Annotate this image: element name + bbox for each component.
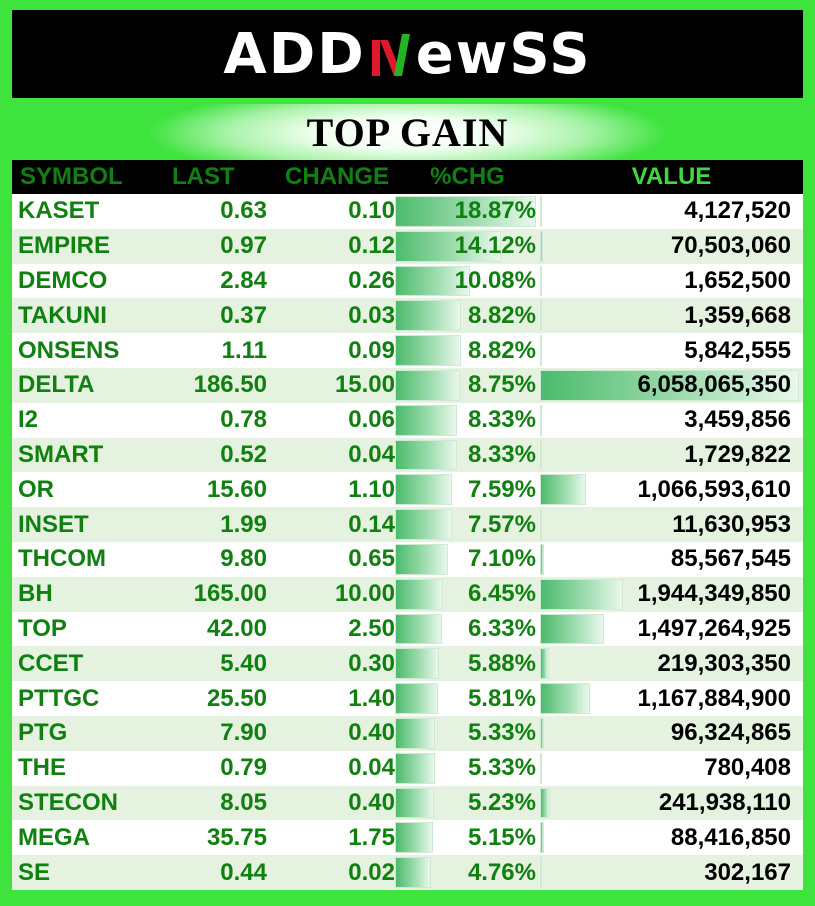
cell-value	[540, 820, 803, 855]
cell-symbol-text: DELTA	[18, 371, 95, 399]
cell-symbol	[12, 194, 152, 229]
cell-pct-text: 8.33%	[467, 440, 536, 468]
cell-pct-text: 5.23%	[467, 788, 536, 816]
value-bar	[540, 509, 542, 540]
cell-change-text: 15.00	[334, 371, 395, 399]
cell-symbol	[12, 542, 152, 577]
value-bar	[540, 753, 542, 784]
cell-change	[267, 264, 395, 299]
pct-bar	[395, 788, 434, 819]
cell-symbol-text: PTG	[18, 719, 68, 747]
pct-bar	[395, 544, 448, 575]
cell-symbol	[12, 646, 152, 681]
value-bar	[540, 474, 586, 505]
cell-value	[540, 264, 803, 299]
col-pct-header: %CHG	[430, 163, 505, 190]
col-value-header: VALUE	[631, 163, 712, 190]
cell-last-text: 8.05	[220, 788, 267, 816]
pct-bar	[395, 370, 460, 401]
cell-pct	[395, 333, 540, 368]
brand-suffix: ewSS	[415, 21, 592, 87]
page-title: TOP GAIN	[306, 109, 509, 155]
cell-symbol	[12, 751, 152, 786]
cell-symbol	[12, 855, 152, 890]
cell-value	[540, 646, 803, 681]
cell-pct	[395, 507, 540, 542]
value-bar	[540, 579, 623, 610]
cell-pct	[395, 472, 540, 507]
cell-value	[540, 577, 803, 612]
cell-symbol-text: DEMCO	[18, 266, 108, 294]
table-row	[12, 786, 803, 821]
pct-bar	[395, 474, 452, 505]
cell-last-text: 0.37	[220, 301, 267, 329]
cell-pct-text: 18.87%	[454, 197, 536, 225]
cell-last	[152, 716, 267, 751]
cell-last	[152, 368, 267, 403]
cell-value-text: 4,127,520	[684, 197, 791, 225]
cell-change-text: 0.14	[348, 510, 395, 538]
cell-symbol	[12, 820, 152, 855]
cell-last	[152, 751, 267, 786]
cell-value-text: 6,058,065,350	[637, 371, 791, 399]
cell-symbol-text: BH	[18, 580, 53, 608]
cell-pct-text: 8.33%	[467, 406, 536, 434]
table-row	[12, 507, 803, 542]
cell-value	[540, 194, 803, 229]
cell-pct	[395, 403, 540, 438]
cell-last-text: 0.52	[220, 440, 267, 468]
cell-value	[540, 229, 803, 264]
title-band	[12, 104, 803, 160]
cell-change-text: 0.40	[348, 788, 395, 816]
table-row	[12, 646, 803, 681]
cell-change	[267, 194, 395, 229]
pct-bar	[395, 648, 439, 679]
cell-symbol	[12, 333, 152, 368]
value-bar	[540, 300, 542, 331]
cell-pct	[395, 751, 540, 786]
brand-prefix: ADD	[223, 21, 366, 87]
value-bar	[540, 857, 542, 888]
cell-pct	[395, 264, 540, 299]
cell-last-text: 5.40	[220, 649, 267, 677]
cell-change	[267, 646, 395, 681]
cell-value	[540, 542, 803, 577]
cell-pct-text: 10.08%	[454, 266, 536, 294]
cell-value	[540, 298, 803, 333]
table-row	[12, 403, 803, 438]
cell-last-text: 0.97	[220, 232, 267, 260]
logo-bar	[12, 10, 803, 98]
cell-pct-text: 5.15%	[467, 823, 536, 851]
cell-value-text: 1,066,593,610	[637, 475, 791, 503]
cell-change-text: 0.30	[348, 649, 395, 677]
value-bar	[540, 196, 542, 227]
cell-value	[540, 438, 803, 473]
value-bar	[540, 405, 542, 436]
cell-last	[152, 229, 267, 264]
cell-change	[267, 438, 395, 473]
table-row	[12, 472, 803, 507]
cell-symbol-text: SE	[18, 858, 51, 886]
cell-last	[152, 612, 267, 647]
cell-change-text: 0.09	[348, 336, 395, 364]
cell-symbol	[12, 472, 152, 507]
cell-symbol-text: ONSENS	[18, 336, 120, 364]
cell-value	[540, 507, 803, 542]
cell-value	[540, 612, 803, 647]
pct-bar	[395, 440, 457, 471]
cell-pct-text: 7.10%	[467, 545, 536, 573]
cell-value-text: 241,938,110	[658, 788, 791, 816]
cell-change-text: 0.04	[348, 440, 395, 468]
cell-last	[152, 786, 267, 821]
cell-symbol-text: SMART	[18, 440, 104, 468]
cell-pct-text: 7.59%	[467, 475, 536, 503]
cell-value-text: 85,567,545	[670, 545, 791, 573]
brand-n-icon	[368, 26, 414, 82]
cell-last-text: 186.50	[193, 371, 267, 399]
cell-symbol-text: THCOM	[18, 545, 106, 573]
table-row	[12, 333, 803, 368]
cell-pct	[395, 716, 540, 751]
col-last-header: LAST	[172, 163, 235, 190]
cell-last	[152, 472, 267, 507]
cell-pct-text: 5.88%	[467, 649, 536, 677]
cell-value-text: 780,408	[704, 754, 791, 782]
cell-last	[152, 438, 267, 473]
cell-pct-text: 14.12%	[454, 232, 536, 260]
pct-bar	[395, 509, 452, 540]
pct-bar	[395, 300, 461, 331]
cell-last	[152, 507, 267, 542]
cell-pct	[395, 681, 540, 716]
cell-pct-text: 6.45%	[467, 580, 536, 608]
cell-change-text: 1.75	[348, 823, 395, 851]
table-row	[12, 612, 803, 647]
value-bar	[540, 544, 544, 575]
cell-symbol-text: INSET	[18, 510, 89, 538]
cell-last-text: 2.84	[220, 266, 267, 294]
cell-value	[540, 681, 803, 716]
cell-value	[540, 472, 803, 507]
cell-value-text: 302,167	[704, 858, 791, 886]
cell-value	[540, 716, 803, 751]
cell-pct-text: 7.57%	[467, 510, 536, 538]
cell-symbol-text: MEGA	[18, 823, 90, 851]
cell-pct-text: 5.81%	[467, 684, 536, 712]
cell-value-text: 219,303,350	[657, 649, 791, 677]
table-row	[12, 820, 803, 855]
cell-change	[267, 298, 395, 333]
cell-symbol	[12, 507, 152, 542]
cell-symbol	[12, 403, 152, 438]
cell-pct-text: 8.82%	[467, 301, 536, 329]
cell-change-text: 2.50	[348, 614, 395, 642]
cell-value-text: 5,842,555	[684, 336, 791, 364]
cell-pct	[395, 194, 540, 229]
table-row	[12, 751, 803, 786]
pct-bar	[395, 579, 443, 610]
cell-change	[267, 820, 395, 855]
cell-value-text: 1,497,264,925	[637, 614, 791, 642]
cell-change	[267, 333, 395, 368]
table-row	[12, 577, 803, 612]
cell-symbol	[12, 786, 152, 821]
cell-last-text: 1.99	[220, 510, 267, 538]
cell-pct	[395, 786, 540, 821]
cell-pct	[395, 577, 540, 612]
cell-last-text: 0.79	[220, 754, 267, 782]
cell-change	[267, 681, 395, 716]
cell-pct	[395, 646, 540, 681]
cell-value-text: 1,359,668	[684, 301, 791, 329]
cell-change-text: 0.12	[348, 232, 395, 260]
cell-pct	[395, 368, 540, 403]
table-header	[12, 160, 803, 194]
cell-change	[267, 751, 395, 786]
brand-logo	[223, 22, 591, 87]
table-row	[12, 716, 803, 751]
cell-pct	[395, 438, 540, 473]
cell-value-text: 70,503,060	[670, 232, 791, 260]
cell-change-text: 0.03	[348, 301, 395, 329]
cell-change-text: 1.40	[348, 684, 395, 712]
value-bar	[540, 440, 542, 471]
value-bar	[540, 335, 542, 366]
cell-value	[540, 751, 803, 786]
cell-value	[540, 333, 803, 368]
table-row	[12, 438, 803, 473]
value-bar	[540, 718, 544, 749]
cell-change	[267, 577, 395, 612]
cell-symbol-text: OR	[18, 475, 54, 503]
table-body	[12, 194, 803, 890]
cell-pct	[395, 542, 540, 577]
cell-pct-text: 8.82%	[467, 336, 536, 364]
cell-value	[540, 368, 803, 403]
cell-symbol-text: TOP	[18, 614, 67, 642]
cell-symbol	[12, 264, 152, 299]
cell-last-text: 0.78	[220, 406, 267, 434]
cell-last	[152, 298, 267, 333]
cell-value	[540, 786, 803, 821]
cell-last	[152, 820, 267, 855]
cell-symbol-text: KASET	[18, 197, 100, 225]
cell-value-text: 1,652,500	[684, 266, 791, 294]
cell-last-text: 42.00	[206, 614, 267, 642]
cell-change	[267, 472, 395, 507]
table-row	[12, 229, 803, 264]
cell-change	[267, 542, 395, 577]
cell-value-text: 3,459,856	[684, 406, 791, 434]
cell-symbol-text: CCET	[18, 649, 84, 677]
cell-symbol-text: PTTGC	[18, 684, 100, 712]
cell-last	[152, 194, 267, 229]
cell-pct-text: 4.76%	[467, 858, 536, 886]
col-change-header: CHANGE	[285, 163, 390, 190]
cell-symbol-text: I2	[18, 406, 39, 434]
table-row	[12, 855, 803, 890]
value-bar	[540, 266, 542, 297]
cell-last-text: 165.00	[193, 580, 267, 608]
pct-bar	[395, 857, 431, 888]
cell-value-text: 11,630,953	[672, 510, 791, 538]
cell-last-text: 9.80	[220, 545, 267, 573]
cell-value-text: 1,729,822	[684, 440, 791, 468]
cell-last	[152, 403, 267, 438]
gainers-table	[12, 160, 803, 890]
cell-value	[540, 403, 803, 438]
pct-bar	[395, 753, 435, 784]
cell-change-text: 0.26	[348, 266, 395, 294]
cell-last	[152, 333, 267, 368]
cell-value-text: 96,324,865	[670, 719, 791, 747]
value-bar	[540, 614, 604, 645]
cell-symbol-text: EMPIRE	[18, 232, 111, 260]
cell-change	[267, 786, 395, 821]
cell-change	[267, 403, 395, 438]
pct-bar	[395, 718, 435, 749]
cell-pct	[395, 612, 540, 647]
cell-symbol	[12, 612, 152, 647]
pct-bar	[395, 405, 457, 436]
pct-bar	[395, 335, 461, 366]
cell-symbol-text: STECON	[18, 788, 119, 816]
cell-change-text: 1.10	[348, 475, 395, 503]
cell-value-text: 1,167,884,900	[637, 684, 791, 712]
cell-value-text: 1,944,349,850	[637, 580, 791, 608]
value-bar	[540, 231, 543, 262]
cell-last	[152, 681, 267, 716]
cell-symbol	[12, 681, 152, 716]
cell-change	[267, 855, 395, 890]
cell-change-text: 0.02	[348, 858, 395, 886]
table-row	[12, 298, 803, 333]
cell-symbol	[12, 229, 152, 264]
cell-symbol	[12, 368, 152, 403]
value-bar	[540, 788, 550, 819]
col-symbol-header: SYMBOL	[20, 163, 123, 190]
table-row	[12, 542, 803, 577]
cell-change-text: 10.00	[334, 580, 395, 608]
cell-pct-text: 5.33%	[467, 754, 536, 782]
cell-change-text: 0.10	[348, 197, 395, 225]
cell-last	[152, 542, 267, 577]
pct-bar	[395, 614, 442, 645]
pct-bar	[395, 683, 438, 714]
cell-pct-text: 5.33%	[467, 719, 536, 747]
cell-last-text: 0.44	[220, 858, 267, 886]
cell-last	[152, 264, 267, 299]
cell-symbol	[12, 577, 152, 612]
value-bar	[540, 648, 549, 679]
cell-last-text: 15.60	[206, 475, 267, 503]
cell-last-text: 0.63	[220, 197, 267, 225]
cell-last-text: 25.50	[206, 684, 267, 712]
cell-change	[267, 716, 395, 751]
cell-change-text: 0.65	[348, 545, 395, 573]
cell-last	[152, 855, 267, 890]
table-row	[12, 194, 803, 229]
cell-change	[267, 612, 395, 647]
cell-change	[267, 229, 395, 264]
cell-change	[267, 368, 395, 403]
table-row	[12, 681, 803, 716]
brand-n-mark	[368, 26, 414, 82]
cell-last-text: 1.11	[221, 336, 267, 364]
cell-change-text: 0.06	[348, 406, 395, 434]
cell-change-text: 0.40	[348, 719, 395, 747]
cell-symbol	[12, 716, 152, 751]
cell-change	[267, 507, 395, 542]
cell-symbol-text: THE	[18, 754, 66, 782]
cell-pct-text: 6.33%	[467, 614, 536, 642]
cell-pct	[395, 229, 540, 264]
cell-last	[152, 646, 267, 681]
cell-last	[152, 577, 267, 612]
cell-value	[540, 855, 803, 890]
table-row	[12, 368, 803, 403]
cell-symbol-text: TAKUNI	[18, 301, 107, 329]
cell-value-text: 88,416,850	[670, 823, 791, 851]
cell-pct	[395, 298, 540, 333]
cell-last-text: 35.75	[206, 823, 267, 851]
cell-pct-text: 8.75%	[467, 371, 536, 399]
cell-last-text: 7.90	[220, 719, 267, 747]
cell-symbol	[12, 298, 152, 333]
table-row	[12, 264, 803, 299]
cell-change-text: 0.04	[348, 754, 395, 782]
cell-pct	[395, 855, 540, 890]
value-bar	[540, 683, 590, 714]
cell-symbol	[12, 438, 152, 473]
value-bar	[540, 822, 544, 853]
pct-bar	[395, 822, 433, 853]
cell-pct	[395, 820, 540, 855]
